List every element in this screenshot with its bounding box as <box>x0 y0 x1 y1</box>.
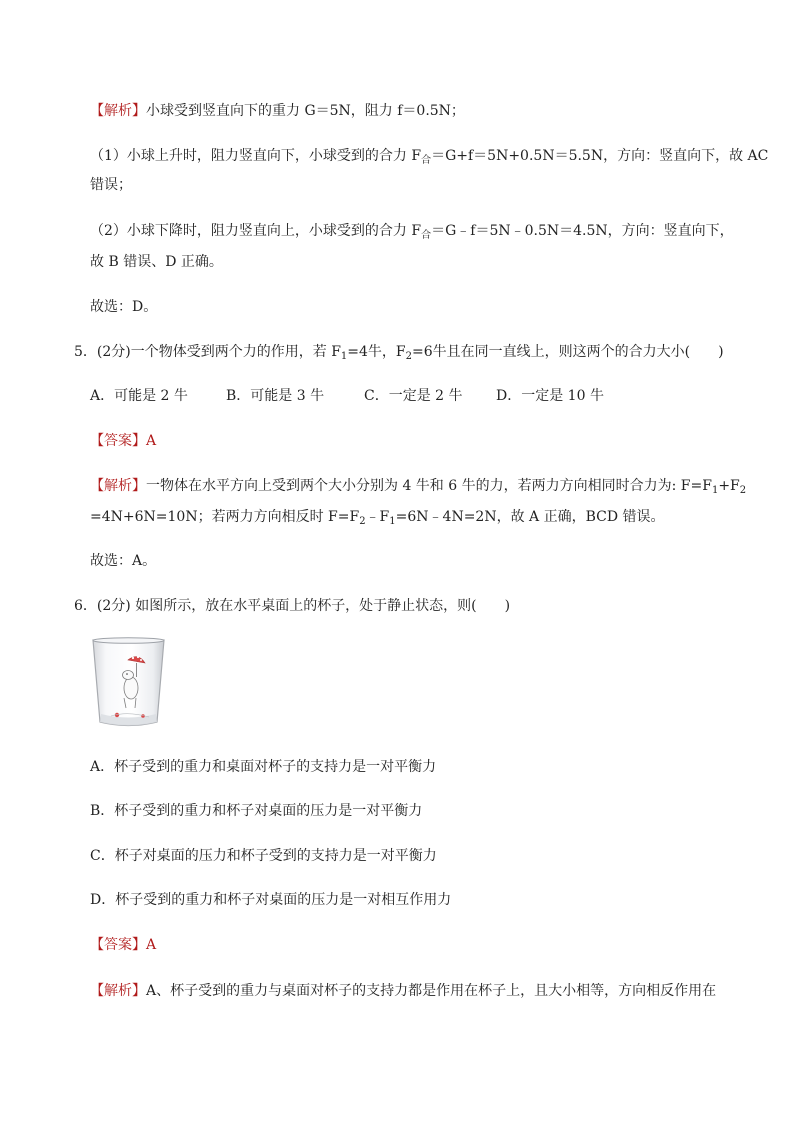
answer-value: A <box>146 433 157 449</box>
q5-option-a[interactable]: A．可能是 2 牛 <box>90 388 188 404</box>
q5-option-c[interactable]: C．一定是 2 牛 <box>364 388 463 404</box>
q5-analysis-b: +F <box>718 478 740 494</box>
p1-text-b: ＝G+f＝5N+0.5N＝5.5N，方向：竖直向下，故 AC <box>431 148 769 164</box>
q6-answer <box>90 935 156 955</box>
q6-option-a[interactable]: A．杯子受到的重力和桌面对杯子的支持力是一对平衡力 <box>90 759 437 775</box>
q5-analysis-sub-2: 2 <box>739 485 747 496</box>
q5-analysis-d: ﹣F <box>365 509 390 525</box>
q5-analysis-sub-4: 1 <box>389 516 396 527</box>
answer-value: A <box>146 937 157 953</box>
analysis-label: 【解析】 <box>90 478 146 494</box>
q5-analysis-a: 一物体在水平方向上受到两个大小分别为 4 牛和 6 牛的力，若两力方向相同时合力为: F=F <box>146 478 712 494</box>
q5-analysis-cont <box>90 507 665 527</box>
q6-option-d[interactable]: D．杯子受到的重力和杯子对桌面的压力是一对相互作用力 <box>90 892 452 908</box>
answer-label: 【答案】 <box>90 433 146 449</box>
q5-analysis-e: =6N﹣4N=2N，故 A 正确，BCD 错误。 <box>395 509 665 525</box>
prev-analysis-p1-cont: 错误； <box>90 177 132 193</box>
q5-stem <box>74 342 724 362</box>
q5-options <box>90 386 604 406</box>
p2-text-b: ＝G﹣f＝5N﹣0.5N＝4.5N，方向：竖直向下， <box>431 223 734 239</box>
answer-label: 【答案】 <box>90 937 146 953</box>
glass-cup-image <box>91 636 166 731</box>
analysis-text: 小球受到竖直向下的重力 G＝5N，阻力 f＝0.5N； <box>146 103 465 119</box>
q5-conclusion: 故选：A。 <box>90 553 157 569</box>
prev-analysis-p2-cont: 故 B 错误、D 正确。 <box>90 254 223 270</box>
q5-stem-b: =4牛，F <box>347 344 406 360</box>
prev-analysis-p1 <box>90 146 768 166</box>
prev-analysis-p2 <box>90 221 734 241</box>
q6-analysis-text: A、杯子受到的重力与桌面对杯子的支持力都是作用在杯子上，且大小相等，方向相反作用在 <box>146 983 717 999</box>
q6-option-b[interactable]: B．杯子受到的重力和杯子对桌面的压力是一对平衡力 <box>90 803 423 819</box>
q5-option-d[interactable]: D．一定是 10 牛 <box>496 388 604 404</box>
prev-analysis-intro <box>90 101 465 121</box>
p2-subscript: 合 <box>421 230 432 241</box>
q6-stem: 6．(2分) 如图所示，放在水平桌面上的杯子，处于静止状态，则( ) <box>74 598 511 614</box>
p2-text-a: （2）小球下降时，阻力竖直向上，小球受到的合力 F <box>90 223 422 239</box>
q5-analysis-sub-3: 2 <box>359 516 366 527</box>
q5-answer <box>90 431 156 451</box>
q6-analysis <box>90 981 716 1001</box>
q5-option-b[interactable]: B．可能是 3 牛 <box>226 388 325 404</box>
prev-conclusion: 故选：D。 <box>90 299 158 315</box>
q5-analysis <box>90 476 746 496</box>
q5-sub-2: 2 <box>405 351 413 362</box>
q5-sub-1: 1 <box>340 351 348 362</box>
q5-analysis-c: =4N+6N=10N；若两力方向相反时 F=F <box>90 509 360 525</box>
q5-analysis-sub-1: 1 <box>711 485 719 496</box>
analysis-label: 【解析】 <box>90 983 146 999</box>
q5-stem-a: 5．(2分)一个物体受到两个力的作用，若 F <box>74 344 341 360</box>
p1-subscript: 合 <box>421 155 432 166</box>
p1-text-a: （1）小球上升时，阻力竖直向下，小球受到的合力 F <box>90 148 422 164</box>
q6-option-c[interactable]: C．杯子对桌面的压力和杯子受到的支持力是一对平衡力 <box>90 848 437 864</box>
analysis-label: 【解析】 <box>90 103 146 119</box>
q5-stem-c: =6牛且在同一直线上，则这两个的合力大小( ) <box>412 344 724 360</box>
